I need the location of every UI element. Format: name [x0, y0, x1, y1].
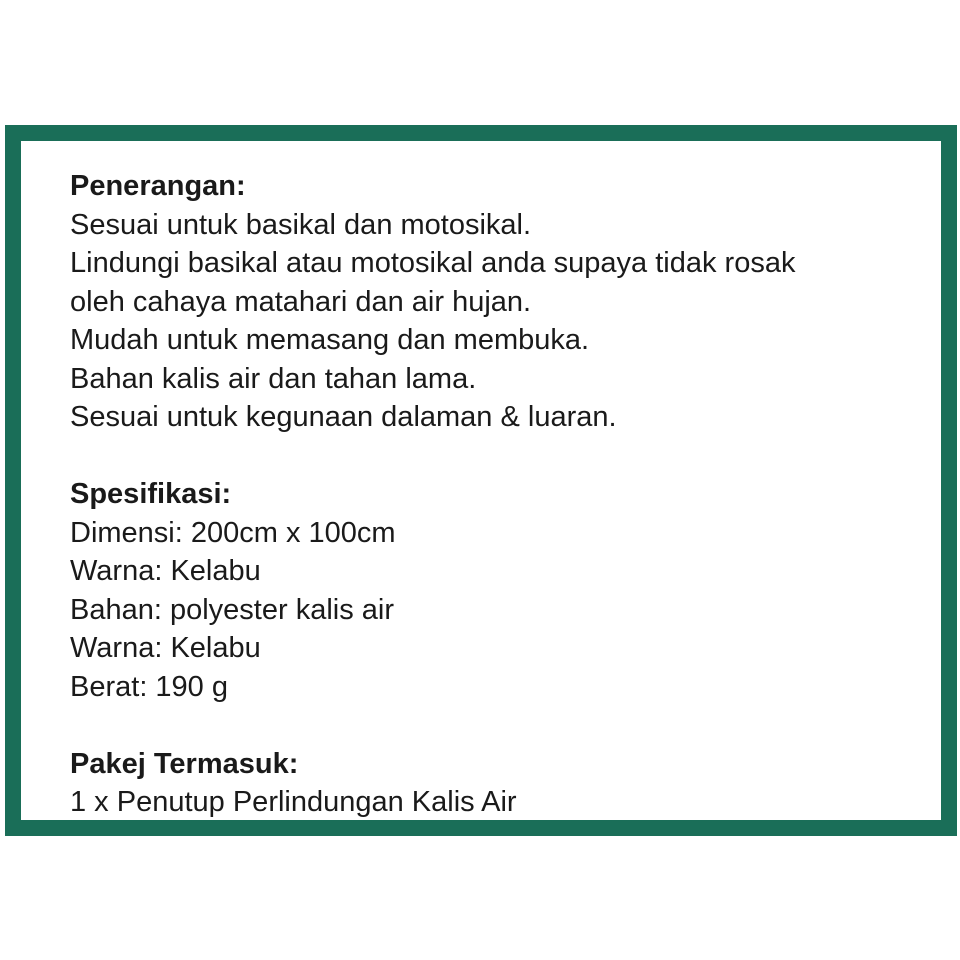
section-heading: Penerangan:: [70, 170, 246, 202]
section-heading: Pakej Termasuk:: [70, 747, 299, 780]
spec-line: Warna: Kelabu: [70, 632, 261, 664]
spec-line: Bahan: polyester kalis air: [70, 593, 394, 626]
spec-line: Warna: Kelabu: [70, 555, 261, 587]
description-line: oleh cahaya matahari dan air hujan.: [70, 285, 532, 318]
description-line: Bahan kalis air dan tahan lama.: [70, 362, 477, 395]
spec-line: Dimensi: 200cm x 100cm: [70, 516, 396, 549]
product-description-frame: [5, 125, 957, 836]
section-penerangan: [70, 167, 921, 437]
section-heading: Spesifikasi:: [70, 478, 232, 510]
package-line: 1 x Penutup Perlindungan Kalis Air: [70, 786, 517, 818]
spec-line: Berat: 190 g: [70, 670, 228, 703]
section-spacer: [70, 706, 921, 745]
section-spacer: [70, 437, 921, 476]
section-pakej-termasuk: [70, 745, 921, 822]
section-spesifikasi: [70, 475, 921, 706]
description-line: Mudah untuk memasang dan membuka.: [70, 324, 590, 356]
description-line: Sesuai untuk kegunaan dalaman & luaran.: [70, 401, 617, 433]
description-line: Lindungi basikal atau motosikal anda supaya tidak rosak: [70, 247, 796, 279]
description-line: Sesuai untuk basikal dan motosikal.: [70, 208, 532, 241]
product-description-content: [70, 167, 921, 822]
